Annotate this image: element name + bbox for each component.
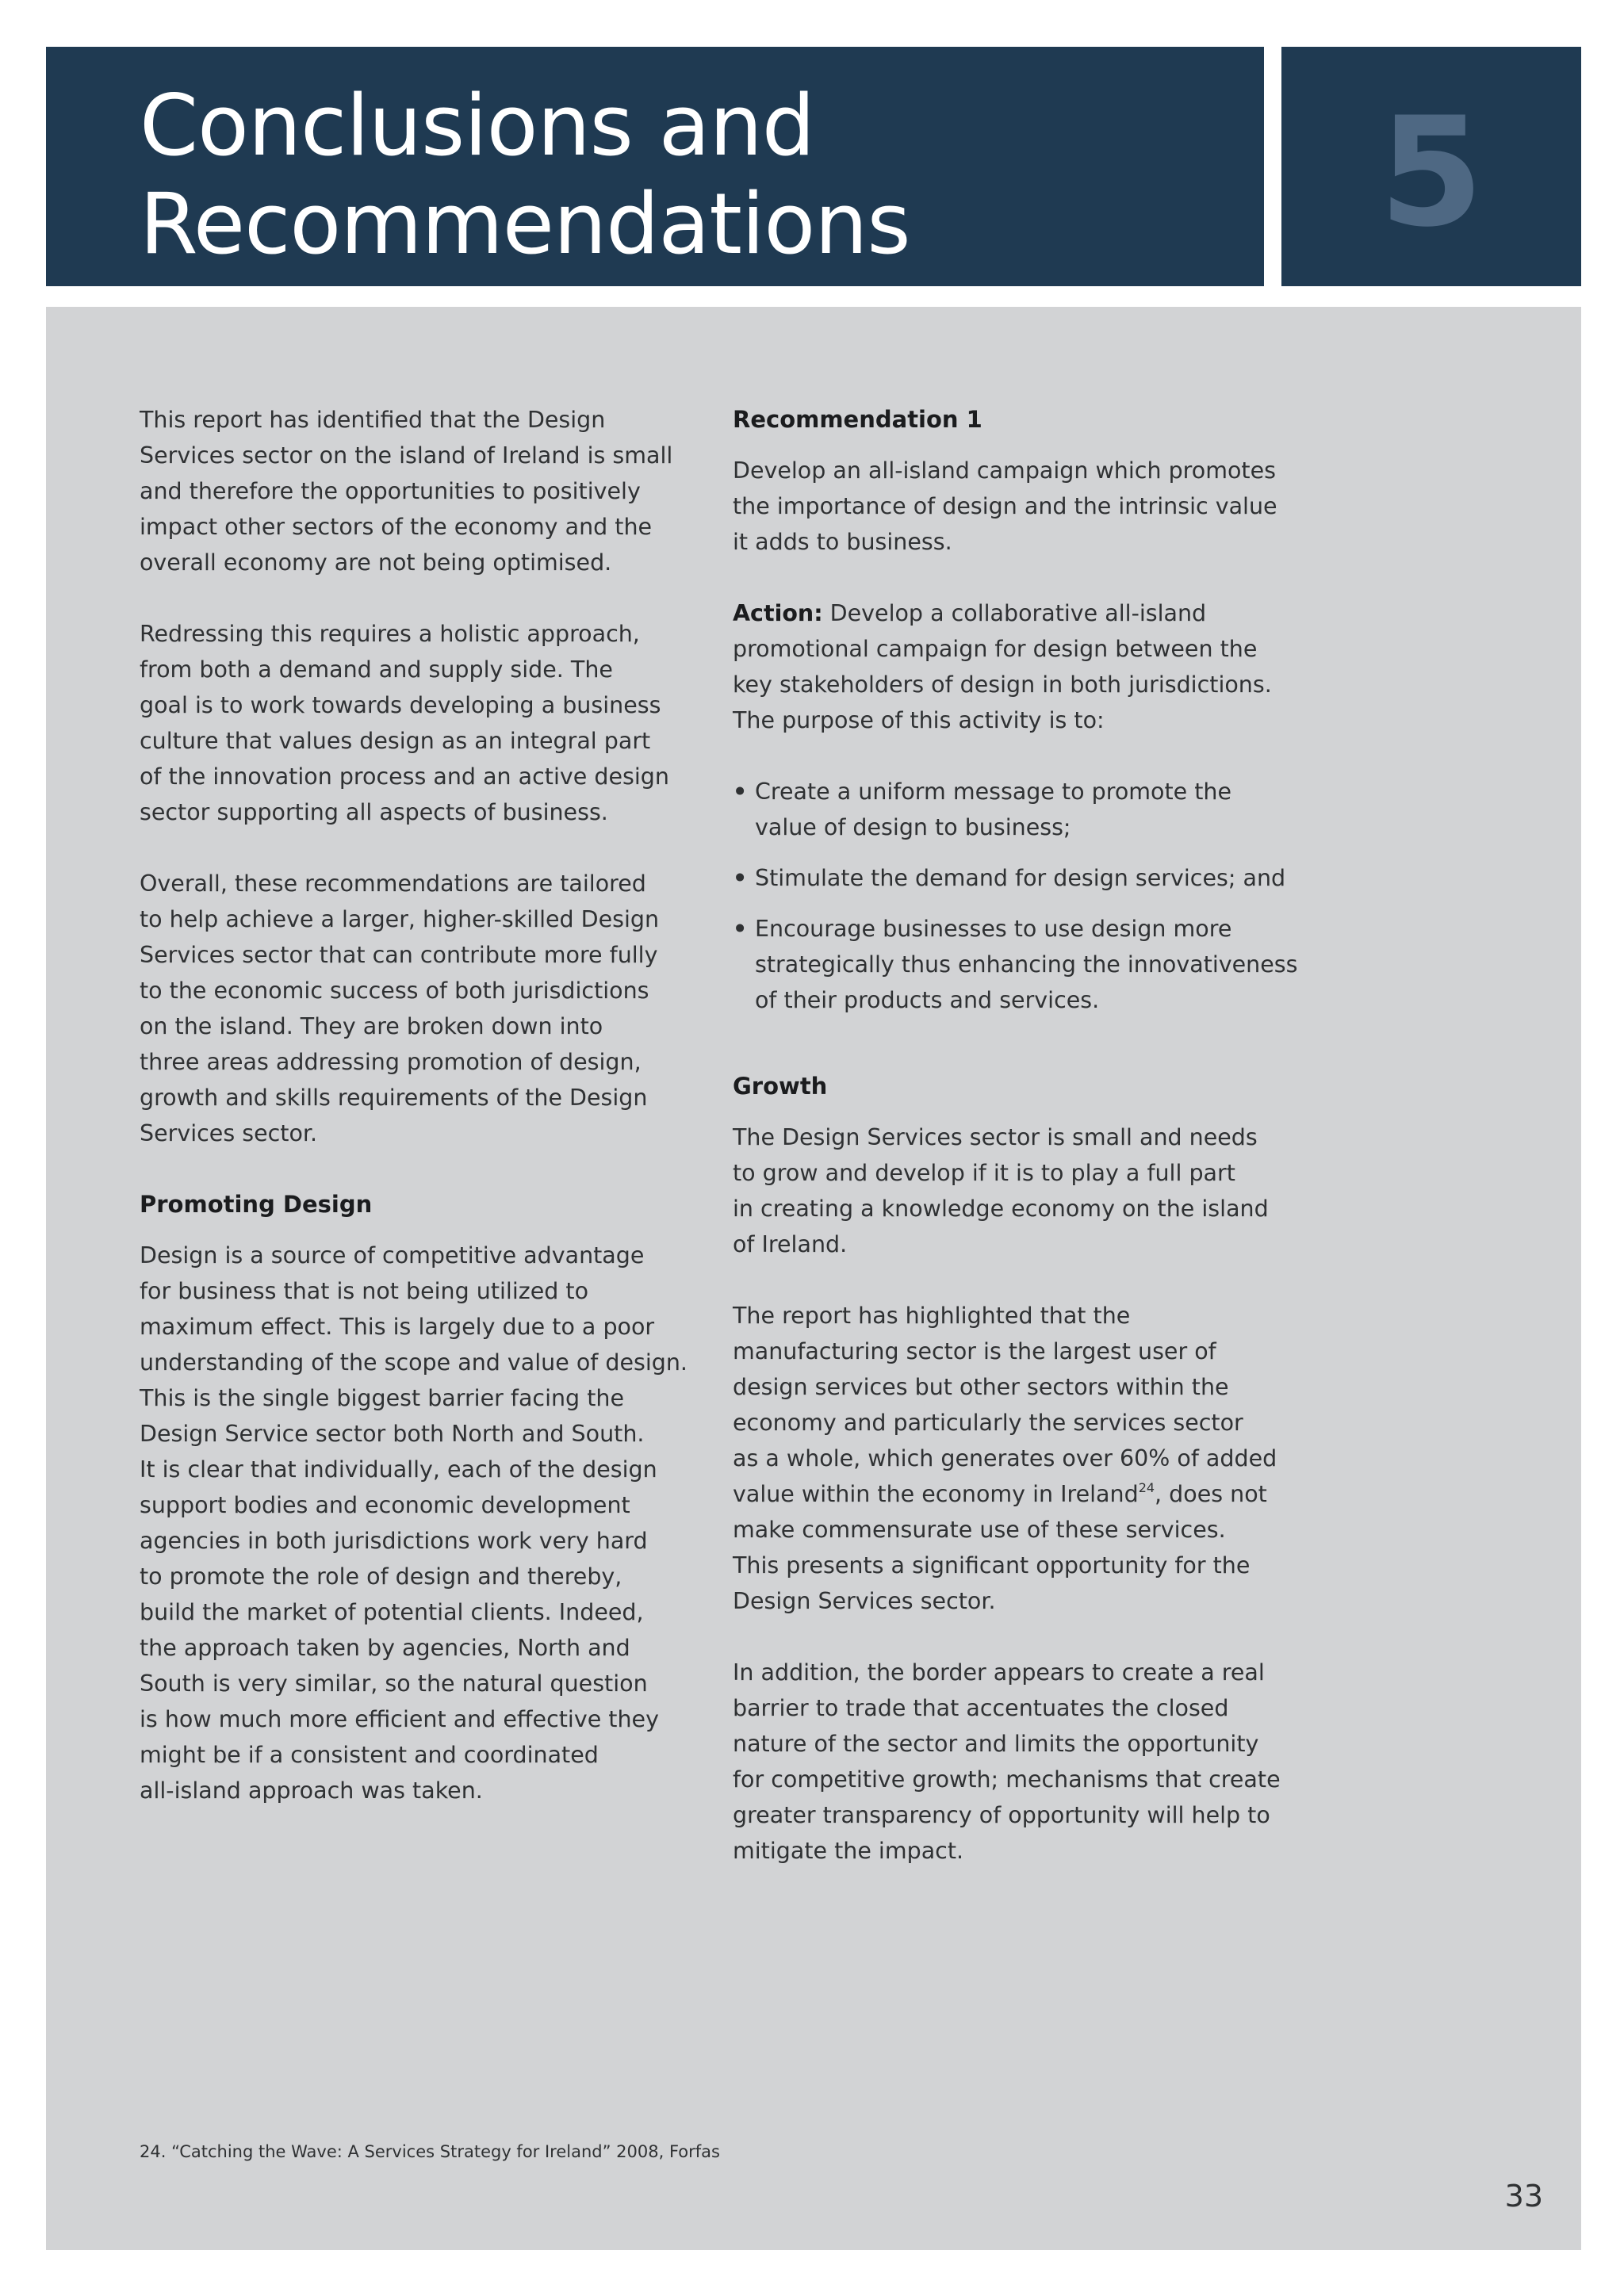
footnote-reference[interactable]: 24: [1138, 1480, 1155, 1495]
text-line: for business that is not being utilized to: [140, 1278, 589, 1304]
action-paragraph: [733, 595, 1320, 738]
text-line: of their products and services.: [755, 987, 1100, 1013]
text-line: value of design to business;: [755, 814, 1071, 840]
chapter-number: 5: [1378, 85, 1484, 260]
left-column: [140, 402, 726, 1844]
text-line: the approach taken by agencies, North and: [140, 1635, 630, 1661]
text-line: is how much more efficient and effective they: [140, 1706, 659, 1732]
text-line: goal is to work towards developing a business: [140, 692, 661, 718]
text-line: build the market of potential clients. Indeed,: [140, 1599, 644, 1625]
footnote-text-after: , does not: [1155, 1481, 1267, 1507]
text-line: Overall, these recommendations are tailored: [140, 871, 646, 897]
text-line: maximum effect. This is largely due to a poor: [140, 1314, 655, 1340]
text-line: as a whole, which generates over 60% of added: [733, 1445, 1277, 1471]
text-line: to help achieve a larger, higher-skilled Design: [140, 906, 660, 932]
title-line-2: Recommendations: [140, 175, 910, 273]
intro-paragraph: [140, 402, 726, 580]
text-line: and therefore the opportunities to positively: [140, 478, 641, 504]
text-line: in creating a knowledge economy on the island: [733, 1196, 1269, 1222]
growth-paragraph-1: [733, 1119, 1320, 1262]
title-line-1: Conclusions and: [140, 77, 815, 174]
growth-paragraph-2: [733, 1298, 1320, 1619]
action-bullet-list: [733, 774, 1320, 1018]
text-line: three areas addressing promotion of design,: [140, 1049, 642, 1075]
text-line: for competitive growth; mechanisms that create: [733, 1766, 1281, 1793]
text-line: of the innovation process and an active design: [140, 763, 669, 790]
redressing-paragraph: [140, 616, 726, 830]
text-line: Design Services sector.: [733, 1588, 996, 1614]
text-line: key stakeholders of design in both jurisdictions.: [733, 672, 1272, 698]
text-line: of Ireland.: [733, 1231, 848, 1257]
recommendation-1-heading: Recommendation 1: [733, 406, 982, 433]
text-line: strategically thus enhancing the innovativeness: [755, 951, 1298, 978]
page-title: [140, 77, 910, 274]
text-line: overall economy are not being optimised.: [140, 549, 612, 576]
text-line: from both a demand and supply side. The: [140, 656, 613, 683]
text-line: Services sector.: [140, 1120, 318, 1146]
text-line: Develop an all-island campaign which promotes: [733, 457, 1276, 484]
text-line: greater transparency of opportunity will help to: [733, 1802, 1270, 1828]
text-line: Redressing this requires a holistic approach,: [140, 621, 640, 647]
recommendation-1-paragraph: [733, 453, 1320, 560]
growth-paragraph-3: [733, 1655, 1320, 1869]
text-line: impact other sectors of the economy and the: [140, 514, 653, 540]
text-line: understanding of the scope and value of design.: [140, 1349, 688, 1376]
text-line: promotional campaign for design between the: [733, 636, 1258, 662]
text-line: to promote the role of design and thereby,: [140, 1563, 622, 1590]
right-column: [733, 402, 1320, 1904]
text-line: Services sector that can contribute more fully: [140, 942, 658, 968]
content-panel: [46, 307, 1581, 2250]
chapter-number-box: [1281, 47, 1581, 286]
list-item: [733, 911, 1320, 1018]
text-line: might be if a consistent and coordinated: [140, 1742, 599, 1768]
text-line: design services but other sectors within the: [733, 1374, 1229, 1400]
text-line: sector supporting all aspects of business.: [140, 799, 608, 825]
promoting-design-heading: Promoting Design: [140, 1191, 373, 1218]
text-line: the importance of design and the intrinsic value: [733, 493, 1277, 519]
text-line: The report has highlighted that the: [733, 1303, 1131, 1329]
text-line: This report has identified that the Design: [140, 407, 606, 433]
text-line: agencies in both jurisdictions work very hard: [140, 1528, 648, 1554]
text-line: South is very similar, so the natural question: [140, 1670, 648, 1697]
text-line: Design is a source of competitive advantage: [140, 1242, 645, 1269]
text-line: support bodies and economic development: [140, 1492, 630, 1518]
text-line: Design Service sector both North and South.: [140, 1421, 645, 1447]
chapter-header: [46, 47, 1264, 286]
text-line: It is clear that individually, each of the design: [140, 1456, 657, 1483]
text-line: [733, 595, 1320, 631]
text-line: Stimulate the demand for design services; and: [755, 865, 1286, 891]
text-line: culture that values design as an integral part: [140, 728, 651, 754]
text-line: barrier to trade that accentuates the closed: [733, 1695, 1229, 1721]
overall-paragraph: [140, 866, 726, 1151]
text-line: make commensurate use of these services.: [733, 1517, 1226, 1543]
text-line: Create a uniform message to promote the: [755, 779, 1232, 805]
list-item: [733, 860, 1320, 896]
text-line: it adds to business.: [733, 529, 952, 555]
text-line: to grow and develop if it is to play a full part: [733, 1160, 1235, 1186]
list-item: [733, 774, 1320, 845]
text-line: In addition, the border appears to create a real: [733, 1659, 1265, 1686]
action-label: Action:: [733, 600, 823, 626]
text-line: This presents a significant opportunity for the: [733, 1552, 1251, 1578]
text-line: The purpose of this activity is to:: [733, 707, 1105, 733]
bullet-icon: •: [733, 865, 748, 891]
text-line: economy and particularly the services sector: [733, 1410, 1243, 1436]
text-line: to the economic success of both jurisdictions: [140, 978, 649, 1004]
text-line: mitigate the impact.: [733, 1838, 964, 1864]
text-line: Encourage businesses to use design more: [755, 916, 1232, 942]
page-number: 33: [1504, 2179, 1543, 2214]
text-line: The Design Services sector is small and needs: [733, 1124, 1258, 1150]
text-line: [733, 1476, 1320, 1512]
footnote: 24. “Catching the Wave: A Services Strategy for Ireland” 2008, Forfas: [140, 2142, 720, 2161]
text-line: growth and skills requirements of the Design: [140, 1085, 648, 1111]
bullet-icon: •: [733, 779, 748, 805]
text-line: This is the single biggest barrier facing the: [140, 1385, 624, 1411]
footnote-text-before: value within the economy in Ireland: [733, 1481, 1139, 1507]
action-first-line: Develop a collaborative all-island: [822, 600, 1207, 626]
growth-heading: Growth: [733, 1073, 828, 1100]
text-line: on the island. They are broken down into: [140, 1013, 603, 1039]
bullet-icon: •: [733, 916, 748, 942]
promoting-design-paragraph: [140, 1238, 726, 1808]
text-line: Services sector on the island of Ireland is small: [140, 442, 673, 469]
text-line: nature of the sector and limits the opportunity: [733, 1731, 1259, 1757]
text-line: all-island approach was taken.: [140, 1777, 483, 1804]
text-line: manufacturing sector is the largest user of: [733, 1338, 1216, 1364]
